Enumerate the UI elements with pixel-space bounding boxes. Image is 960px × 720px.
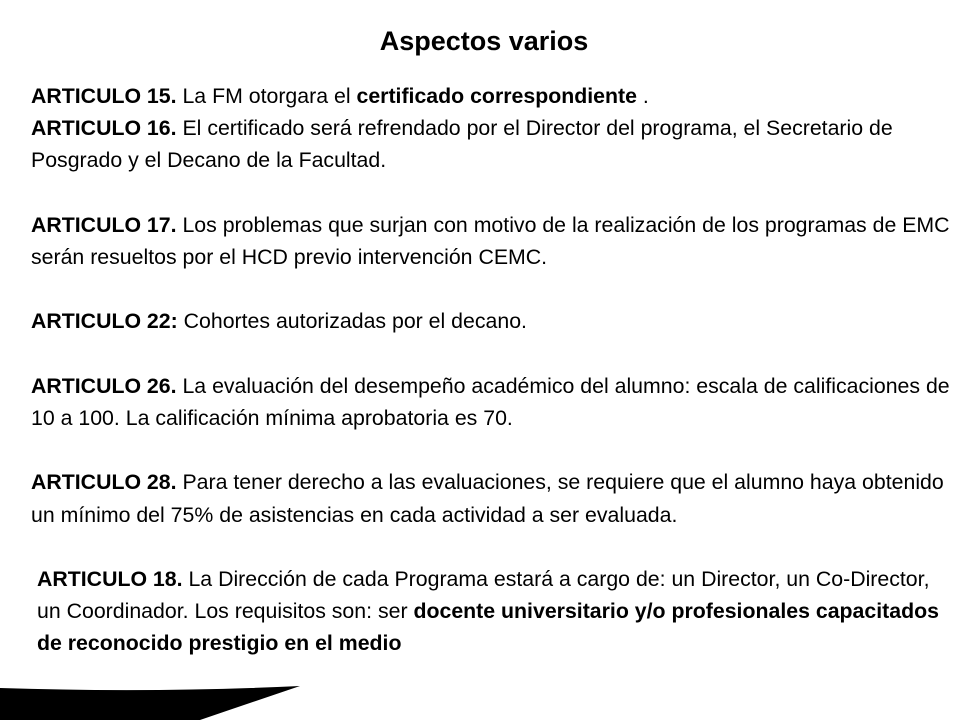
article-26 bbox=[31, 370, 953, 434]
article-15-label: ARTICULO 15. bbox=[31, 84, 177, 108]
article-18-bold: docente universitario y/o profesionales capacitados de reconocido prestigio en el medio bbox=[37, 599, 939, 656]
article-17 bbox=[31, 209, 953, 273]
article-15-tail: . bbox=[636, 84, 649, 108]
article-16-label: ARTICULO 16. bbox=[31, 116, 177, 141]
article-18 bbox=[31, 563, 953, 660]
slide-title: Aspectos varios bbox=[379, 26, 589, 56]
article-28-text: Para tener derecho a las evaluaciones, se requiere que el alumno haya obtenido un mínimo del 75% de asistencias en cada actividad a ser evaluada. bbox=[31, 470, 944, 527]
article-18-text: La Dirección de cada Programa estará a cargo de: un Director, un Co-Director, un Coordinador. Los requisitos son: ser bbox=[37, 566, 930, 624]
article-22-label: ARTICULO 22: bbox=[31, 309, 178, 334]
article-22 bbox=[31, 305, 953, 337]
article-26-label: ARTICULO 26. bbox=[31, 373, 177, 398]
article-18-label: ARTICULO 18. bbox=[37, 566, 183, 591]
article-28 bbox=[31, 466, 953, 530]
article-15-bold: certificado correspondiente bbox=[356, 84, 637, 108]
article-15 bbox=[31, 80, 953, 112]
article-17-text: Los problemas que surjan con motivo de la realización de los programas de EMC serán resueltos por el HCD previo intervención CEMC. bbox=[31, 212, 950, 269]
article-16 bbox=[31, 112, 953, 176]
article-26-text: La evaluación del desempeño académico del alumno: escala de calificaciones de 10 a 100. La calificación mínima aprobatoria es 70. bbox=[31, 373, 950, 430]
article-22-text: Cohortes autorizadas por el decano. bbox=[177, 309, 527, 334]
article-15-text: La FM otorgara el bbox=[176, 84, 357, 108]
swoosh-shape bbox=[0, 686, 300, 720]
article-17-label: ARTICULO 17. bbox=[31, 212, 177, 237]
slide-body bbox=[31, 80, 953, 660]
article-28-label: ARTICULO 28. bbox=[31, 470, 177, 495]
article-16-text: El certificado será refrendado por el Director del programa, el Secretario de Posgrado y el Decano de la Facultad. bbox=[31, 116, 893, 173]
